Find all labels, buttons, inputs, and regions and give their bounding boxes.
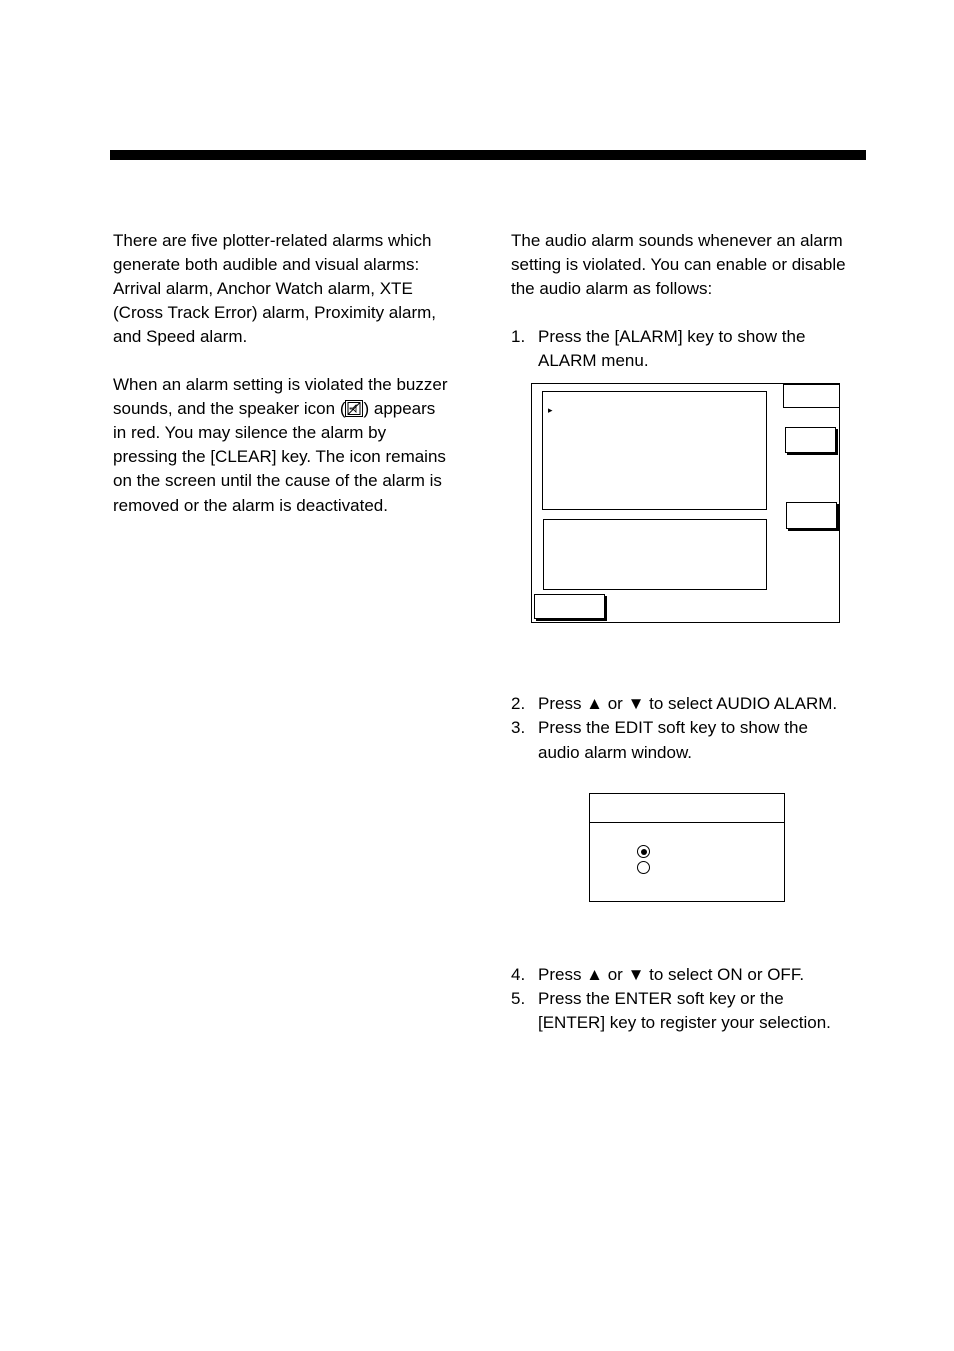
text-line: There are five plotter-related alarms which — [113, 231, 432, 250]
step-text: audio alarm window. — [538, 743, 693, 762]
step-number: 2. — [511, 694, 526, 713]
soft-key-lower[interactable] — [786, 502, 837, 529]
header-rule — [110, 150, 866, 160]
text-line: Arrival alarm, Anchor Watch alarm, XTE — [113, 279, 413, 298]
step-text: Press the ENTER soft key or the — [538, 989, 784, 1008]
text-fragment: ) appears — [363, 399, 436, 418]
step-text: Press the EDIT soft key to show the — [538, 718, 808, 737]
menu-cursor-icon: ▸ — [548, 405, 553, 415]
text-line: removed or the alarm is deactivated. — [113, 496, 388, 515]
step-number: 3. — [511, 718, 526, 737]
soft-key-top[interactable] — [783, 384, 840, 408]
step-number: 4. — [511, 965, 526, 984]
step-number: 5. — [511, 989, 526, 1008]
speaker-icon — [345, 400, 363, 417]
radio-option-on[interactable] — [637, 845, 650, 858]
text-line: generate both audible and visual alarms: — [113, 255, 420, 274]
soft-key-edit[interactable] — [785, 427, 836, 453]
text-line: and Speed alarm. — [113, 327, 248, 346]
step-text: Press ▲ or ▼ to select AUDIO ALARM. — [538, 694, 838, 713]
audio-alarm-window — [589, 793, 785, 902]
step-text: [ENTER] key to register your selection. — [538, 1013, 831, 1032]
text-line-with-icon — [113, 397, 435, 421]
text-line: pressing the [CLEAR] key. The icon remains — [113, 447, 446, 466]
alarm-menu-list — [542, 391, 767, 510]
step-text: Press ▲ or ▼ to select ON or OFF. — [538, 965, 805, 984]
text-line: in red. You may silence the alarm by — [113, 423, 387, 442]
text-line: When an alarm setting is violated the buzzer — [113, 375, 448, 394]
text-line: on the screen until the cause of the alarm is — [113, 471, 442, 490]
radio-option-off[interactable] — [637, 861, 650, 874]
text-line: (Cross Track Error) alarm, Proximity alarm, — [113, 303, 437, 322]
audio-alarm-window-title-bar — [590, 794, 784, 823]
text-line: The audio alarm sounds whenever an alarm — [511, 231, 843, 250]
text-line: the audio alarm as follows: — [511, 279, 713, 298]
step-text: Press the [ALARM] key to show the — [538, 327, 806, 346]
step-number: 1. — [511, 327, 526, 346]
step-text: ALARM menu. — [538, 351, 649, 370]
text-fragment: sounds, and the speaker icon ( — [113, 399, 346, 418]
text-line: setting is violated. You can enable or disable — [511, 255, 846, 274]
alarm-menu-help-box — [543, 519, 767, 590]
soft-key-return[interactable] — [534, 594, 605, 619]
